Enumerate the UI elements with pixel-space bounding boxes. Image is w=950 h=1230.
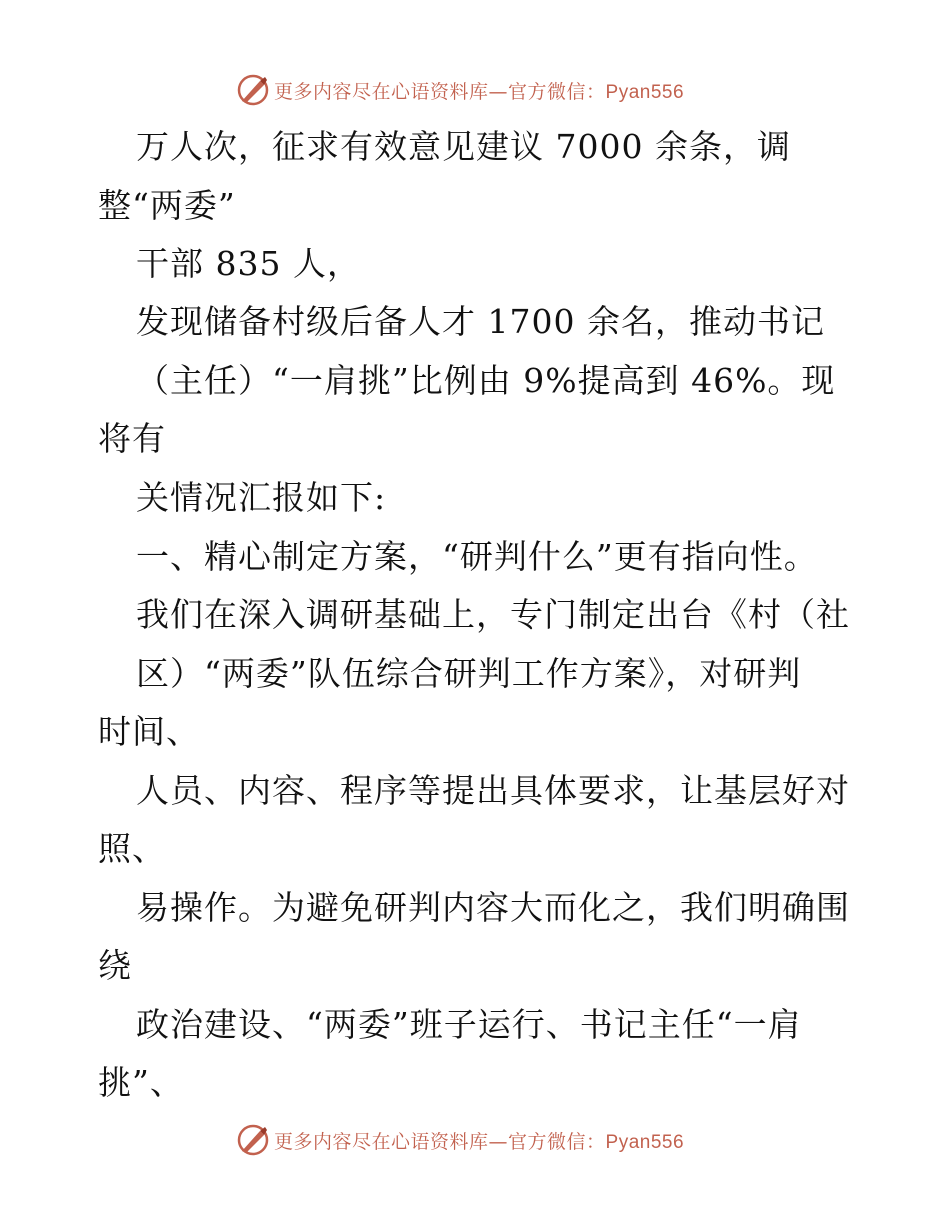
text-line-14: 易操作。为避免研判内容大而化之，我们明确围 <box>136 888 850 927</box>
text-line-12: 人员、内容、程序等提出具体要求，让基层好对 <box>136 771 850 810</box>
text-line-7: 关情况汇报如下: <box>136 478 387 517</box>
footer-watermark-banner <box>236 1122 684 1158</box>
text-line-5: （主任）“一肩挑”比例由 9%提高到 46%。现 <box>136 361 836 400</box>
text-line-16: 政治建设、“两委”班子运行、书记主任“一肩 <box>136 1005 802 1044</box>
text-line-8: 一、精心制定方案，“研判什么”更有指向性。 <box>136 537 818 576</box>
footer-watermark-handle: Pyan556 <box>605 1131 685 1153</box>
header-watermark-banner <box>236 72 684 108</box>
header-watermark-text: 更多内容尽在心语资料库—官方微信：Pyan556 <box>274 80 685 103</box>
footer-watermark-text: 更多内容尽在心语资料库—官方微信：Pyan556 <box>274 1130 685 1153</box>
text-line-17: 挑”、 <box>98 1063 184 1102</box>
pen-logo-icon <box>236 1123 270 1157</box>
text-line-10: 区）“两委”队伍综合研判工作方案》，对研判 <box>136 654 802 693</box>
text-line-3: 干部 835 人， <box>136 244 361 283</box>
text-line-15: 绕 <box>98 946 132 985</box>
text-line-1: 万人次，征求有效意见建议 7000 余条，调 <box>136 127 791 166</box>
pen-logo-icon <box>236 73 270 107</box>
text-line-4: 发现储备村级后备人才 1700 余名，推动书记 <box>136 302 825 341</box>
text-line-9: 我们在深入调研基础上，专门制定出台《村（社 <box>136 595 850 634</box>
text-line-2: 整“两委” <box>98 186 236 225</box>
header-watermark-handle: Pyan556 <box>605 81 685 103</box>
text-line-13: 照、 <box>98 829 166 868</box>
text-line-11: 时间、 <box>98 712 200 751</box>
text-line-6: 将有 <box>98 419 166 458</box>
